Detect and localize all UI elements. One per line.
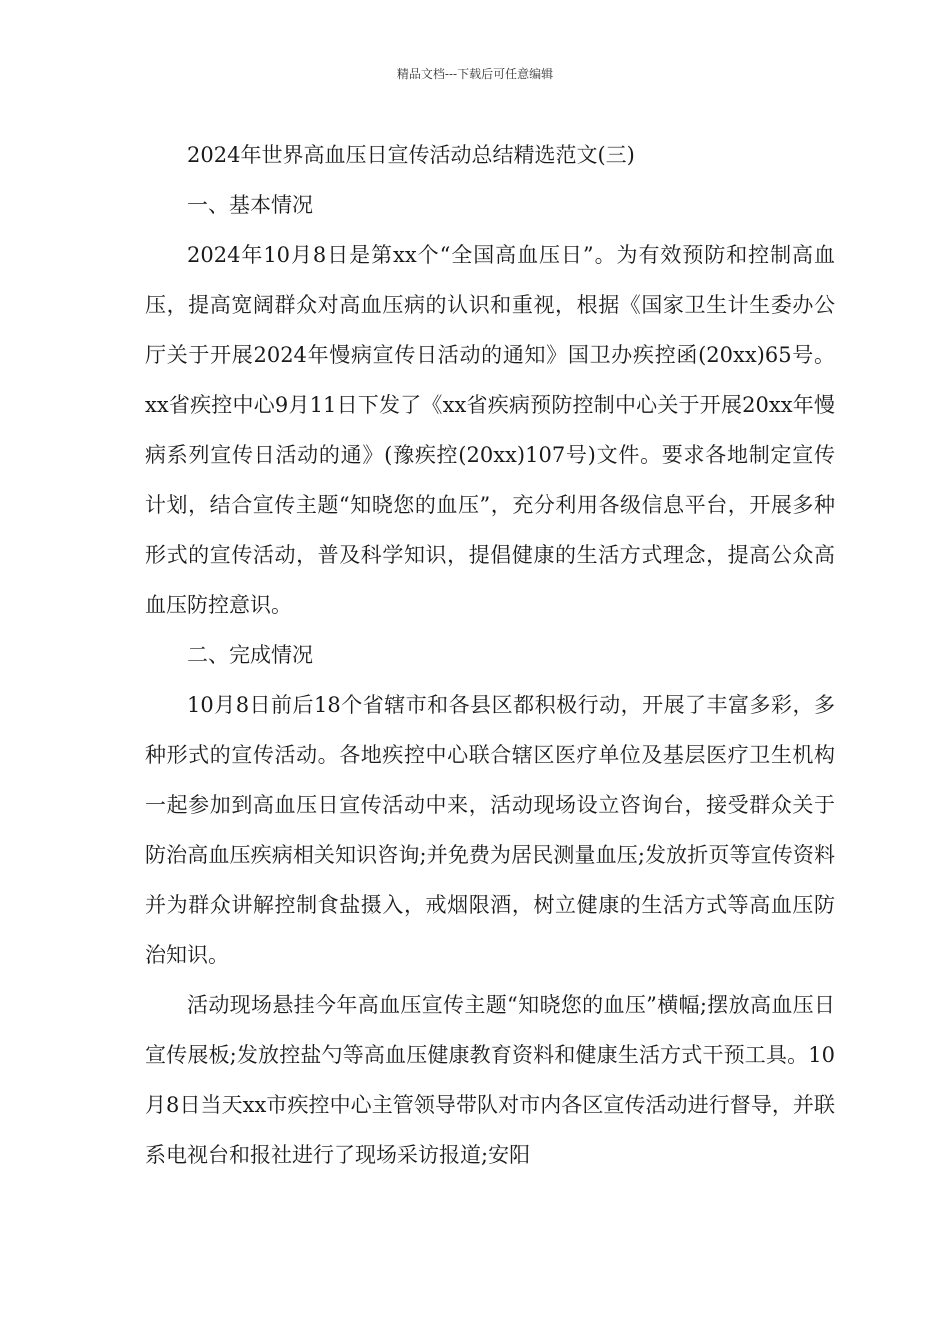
- section-heading: 一、基本情况: [187, 193, 313, 217]
- paragraph: 活动现场悬挂今年高血压宣传主题“知晓您的血压”横幅;摆放高血压日宣传展板;发放控盐勺等高血压健康教育资料和健康生活方式干预工具。10月8日当天xx市疾控中心主管领导带队对市内各区宣传活动进行督导，并联系电视台和报社进行了现场采访报道;安阳: [145, 993, 835, 1167]
- document-body: [145, 130, 835, 1180]
- paragraph: 2024年10月8日是第xx个“全国高血压日”。为有效预防和控制高血压，提高宽阔群众对高血压病的认识和重视，根据《国家卫生计生委办公厅关于开展2024年慢病宣传日活动的通知》国卫办疾控函(20xx)65号。xx省疾控中心9月11日下发了《xx省疾病预防控制中心关于开展20xx年慢病系列宣传日活动的通》(豫疾控(20xx)107号)文件。要求各地制定宣传计划，结合宣传主题“知晓您的血压”，充分利用各级信息平台，开展多种形式的宣传活动，普及科学知识，提倡健康的生活方式理念，提高公众高血压防控意识。: [145, 243, 835, 617]
- section-heading: 二、完成情况: [187, 643, 313, 667]
- paragraph: 10月8日前后18个省辖市和各县区都积极行动，开展了丰富多彩，多种形式的宣传活动。各地疾控中心联合辖区医疗单位及基层医疗卫生机构一起参加到高血压日宣传活动中来，活动现场设立咨询台，接受群众关于防治高血压疾病相关知识咨询;并免费为居民测量血压;发放折页等宣传资料并为群众讲解控制食盐摄入，戒烟限酒，树立健康的生活方式等高血压防治知识。: [145, 693, 835, 967]
- page-header: 精品文档---下载后可任意编辑: [396, 67, 554, 81]
- document-title: 2024年世界高血压日宣传活动总结精选范文(三): [187, 143, 635, 167]
